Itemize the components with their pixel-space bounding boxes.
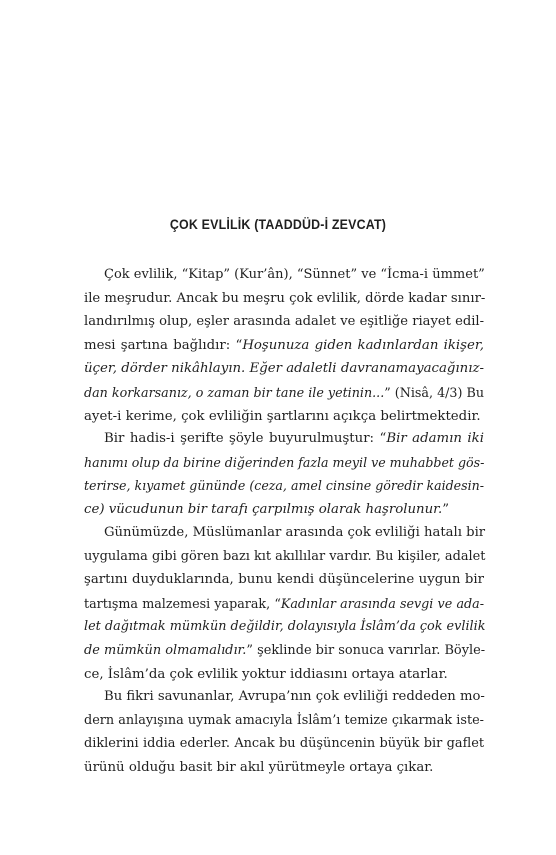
body-text: Çok evlilik, “Kitap” (Kur’ân), “Sünnet” ve “İcma-i ümmet” bbox=[104, 267, 485, 282]
text-line bbox=[84, 498, 484, 522]
italic-quote-text: Bir adamın iki bbox=[386, 431, 484, 446]
body-text: ” (Nisâ, 4/3) Bu bbox=[384, 384, 484, 400]
body-text: ürünü olduğu basit bir akıl yürütmeyle ortaya çıkar. bbox=[84, 759, 434, 775]
body-text: şartını duyduklarında, bunu kendi düşüncelerine uygun bir bbox=[84, 572, 484, 588]
text-line bbox=[84, 357, 484, 381]
body-text: dern anlayışına uymak amacıyla İslâm’ı temize çıkarmak iste- bbox=[84, 712, 484, 728]
text-line bbox=[84, 568, 484, 592]
paragraph-3 bbox=[84, 521, 484, 686]
paragraph-2 bbox=[84, 427, 484, 521]
body-text: Bu fikri savunanlar, Avrupa’nın çok evliliği reddeden mo- bbox=[104, 689, 485, 704]
page-title: ÇOK EVLİLİK (TAADDÜD-İ ZEVCAT) bbox=[169, 217, 387, 232]
text-line bbox=[84, 709, 484, 733]
paragraph-1 bbox=[84, 263, 484, 428]
text-line bbox=[84, 427, 484, 451]
text-line bbox=[84, 663, 484, 687]
text-line bbox=[84, 545, 484, 569]
text-line bbox=[84, 451, 484, 475]
text-line bbox=[84, 334, 484, 358]
text-line bbox=[84, 615, 484, 639]
text-line bbox=[84, 732, 484, 756]
italic-quote-text: Hoşunuza giden kadınlardan ikişer, bbox=[242, 337, 484, 353]
text-line bbox=[84, 521, 484, 545]
text-line bbox=[84, 263, 484, 287]
body-text: diklerini iddia ederler. Ancak bu düşüncenin büyük bir gaflet bbox=[84, 736, 484, 752]
text-line bbox=[84, 381, 484, 405]
body-text: uygulama gibi gören bazı kıt akıllılar vardır. Bu kişiler, adalet bbox=[84, 548, 486, 564]
text-line bbox=[84, 474, 484, 498]
paragraph-4 bbox=[84, 685, 484, 779]
body-text: ayet-i kerime, çok evliliğin şartlarını açıkça belirtmektedir. bbox=[84, 408, 481, 424]
body-text: mesi şartına bağlıdır: “ bbox=[84, 337, 243, 353]
text-line bbox=[84, 405, 484, 429]
italic-quote-text: let dağıtmak mümkün değildir, dolayısıyla İslâm’da çok evlilik bbox=[84, 619, 486, 635]
italic-quote-text: dan korkarsanız, o zaman bir tane ile yetinin... bbox=[84, 384, 385, 400]
italic-quote-text: üçer, dörder nikâhlayın. Eğer adaletli davranamayacağınız- bbox=[84, 361, 484, 377]
italic-quote-text: terirse, kıyamet gününde (ceza, amel cinsine göredir kaidesin- bbox=[84, 478, 484, 494]
body-text: ce, İslâm’da çok evlilik yoktur iddiasını ortaya atarlar. bbox=[84, 666, 448, 682]
text-line bbox=[84, 592, 484, 616]
body-text: ” bbox=[442, 501, 450, 517]
body-text: tartışma malzemesi yaparak, “ bbox=[84, 595, 281, 611]
italic-quote-text: hanımı olup da birine diğerinden fazla meyil ve muhabbet gös- bbox=[84, 454, 485, 470]
text-line bbox=[84, 310, 484, 334]
text-line bbox=[84, 639, 484, 663]
italic-quote-text: de mümkün olmamalıdır. bbox=[84, 642, 247, 658]
text-line bbox=[84, 685, 484, 709]
body-text: Günümüzde, Müslümanlar arasında çok evliliği hatalı bir bbox=[104, 525, 486, 540]
body-text: ” şeklinde bir sonuca varırlar. Böyle- bbox=[246, 642, 486, 658]
text-line bbox=[84, 756, 484, 780]
body-text: Bir hadis-i şerifte şöyle buyurulmuştur: “ bbox=[104, 431, 387, 446]
body-text: landırılmış olup, eşler arasında adalet ve eşitliğe riayet edil- bbox=[84, 314, 484, 330]
body-text: ile meşrudur. Ancak bu meşru çok evlilik, dörde kadar sınır- bbox=[84, 290, 486, 306]
italic-quote-text: ce) vücudunun bir tarafı çarpılmış olarak haşrolunur. bbox=[84, 501, 443, 517]
text-line bbox=[84, 287, 484, 311]
italic-quote-text: Kadınlar arasında sevgi ve ada- bbox=[280, 595, 484, 611]
